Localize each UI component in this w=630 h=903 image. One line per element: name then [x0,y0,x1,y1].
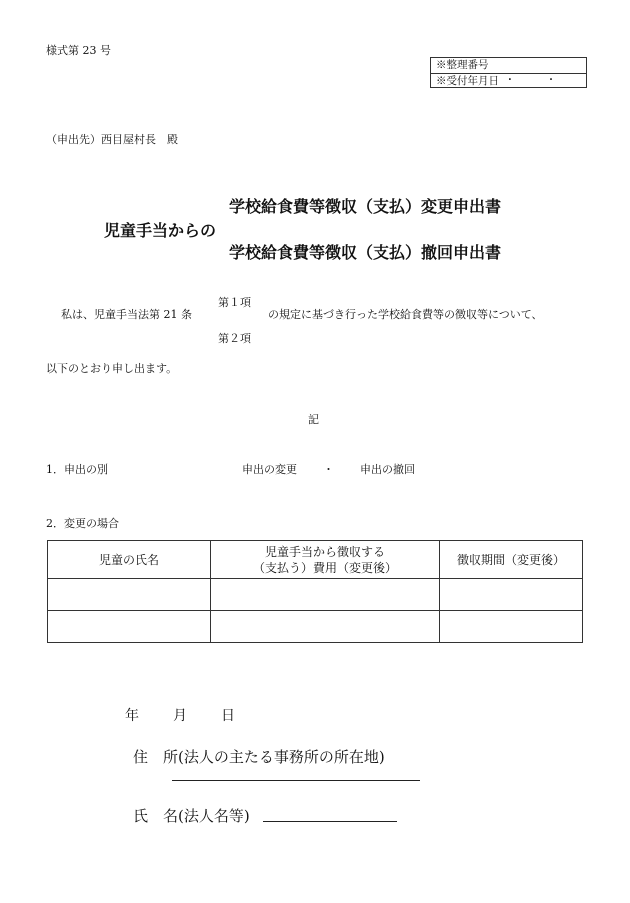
form-number: 様式第 23 号 [46,44,111,57]
option-withdraw: 申出の撤回 [360,463,415,476]
cell-cost[interactable] [211,611,440,643]
cell-child-name[interactable] [48,611,211,643]
title-left: 児童手当からの [104,221,217,240]
header-child-name: 児童の氏名 [48,541,211,579]
clause-2: 第２項 [218,332,251,345]
date-day: 日 [221,708,235,724]
header-cost-line1: 児童手当から徴収する [264,544,385,559]
table-row [48,579,583,611]
change-table [47,540,583,643]
header-period: 徴収期間（変更後） [440,541,583,579]
title-withdraw: 学校給食費等徴収（支払）撤回申出書 [229,243,502,262]
date-month: 月 [173,708,187,724]
admin-reference-number-label: ※整理番号 [436,59,489,71]
admin-date-dots: ・ ・ [504,75,570,86]
cell-cost[interactable] [211,579,440,611]
cell-period[interactable] [440,611,583,643]
header-cost [211,541,440,579]
table-row [48,611,583,643]
option-separator: ・ [323,463,334,476]
admin-box [430,57,587,88]
name-input-line[interactable] [263,821,397,822]
table-header-row [48,541,583,579]
clause-1: 第１項 [218,296,251,309]
admin-received-date-label: ※受付年月日 [431,73,586,89]
item2-label: 2．変更の場合 [46,517,119,530]
body-text-suffix: の規定に基づき行った学校給食費等の徴収等について、 [268,308,543,321]
date-year: 年 [125,708,139,724]
address-label: 住 所(法人の主たる事務所の所在地) [133,748,385,766]
name-label: 氏 名(法人名等) [133,807,250,825]
address-input-line[interactable] [172,780,420,781]
recipient: （申出先）西目屋村長 殿 [46,133,178,146]
header-cost-line2: （支払う）費用（変更後） [252,560,397,575]
date-line [125,705,235,725]
item1-label: 1．申出の別 [46,463,108,476]
cell-child-name[interactable] [48,579,211,611]
body-text-prefix: 私は、児童手当法第 21 条 [61,308,192,321]
title-change: 学校給食費等徴収（支払）変更申出書 [229,197,502,216]
option-change: 申出の変更 [242,463,297,476]
body-text-line2: 以下のとおり申し出ます。 [46,362,178,375]
ki-heading: 記 [308,413,319,426]
cell-period[interactable] [440,579,583,611]
